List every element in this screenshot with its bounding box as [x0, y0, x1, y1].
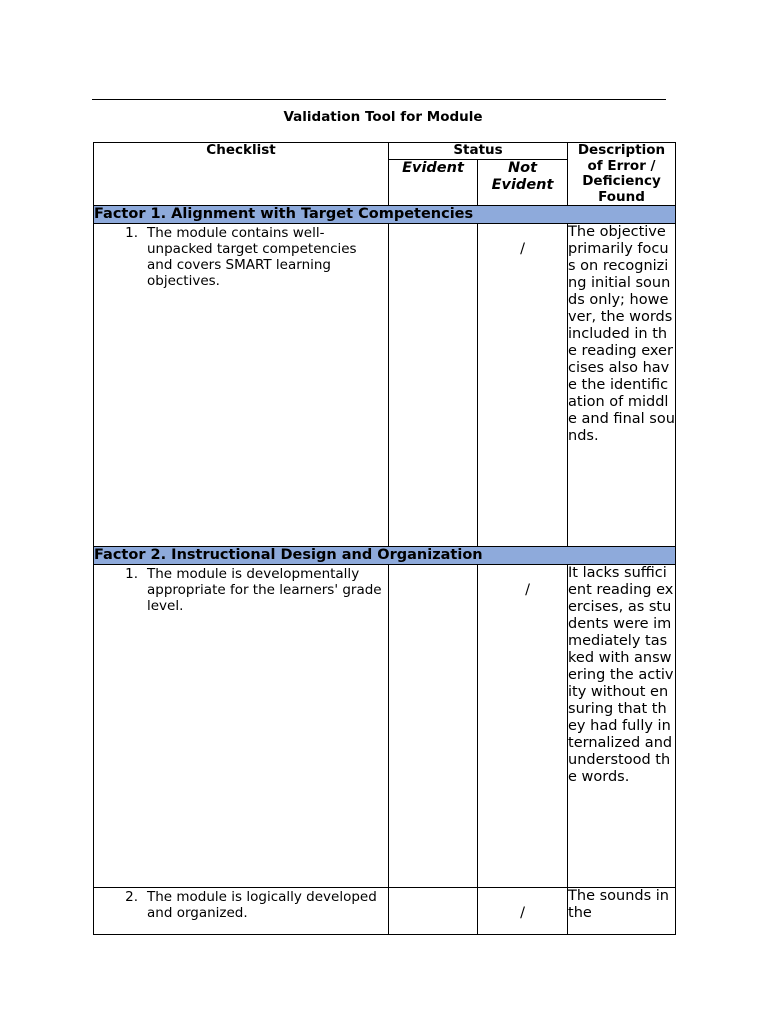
evident-header: Evident: [389, 159, 478, 205]
check-mark: /: [520, 905, 525, 921]
factor-1-heading: Factor 1. Alignment with Target Competencies: [94, 206, 676, 224]
checklist-cell: [94, 565, 389, 888]
not-evident-header: Not Evident: [478, 159, 568, 205]
item-number: 2.: [125, 889, 138, 905]
item-text: The module contains well-unpacked target competencies and covers SMART learning objectives.: [147, 225, 357, 289]
check-mark: /: [520, 241, 525, 257]
validation-table: [93, 142, 676, 935]
item-text: The module is developmentally appropriate for the learners' grade level.: [147, 566, 382, 614]
header-rule: [92, 99, 666, 100]
evident-cell: [389, 224, 478, 547]
not-evident-cell: [478, 888, 568, 935]
description-cell: The sounds in the: [568, 888, 676, 935]
checklist-cell: [94, 224, 389, 547]
description-header: Description of Error / Deficiency Found: [568, 143, 676, 206]
evident-cell: [389, 888, 478, 935]
checklist-header: Checklist: [94, 143, 389, 206]
not-evident-cell: [478, 224, 568, 547]
description-cell: The objective primarily focus on recognizing initial sounds only; however, the words included in the reading exercises also have the identification of middle and final sounds.: [568, 224, 676, 547]
item-number: 1.: [125, 225, 138, 241]
checklist-cell: [94, 888, 389, 935]
item-text: The module is logically developed and organized.: [147, 889, 377, 921]
document-title: Validation Tool for Module: [283, 109, 483, 125]
status-header: Status: [389, 143, 568, 160]
description-cell: It lacks sufficient reading exercises, as students were immediately tasked with answering the activity without ensuring that they had fully internalized and understood the words.: [568, 565, 676, 888]
check-mark: /: [525, 582, 530, 598]
evident-cell: [389, 565, 478, 888]
not-evident-cell: [478, 565, 568, 888]
item-number: 1.: [125, 566, 138, 582]
table-row: [94, 565, 676, 888]
table-row: [94, 888, 676, 935]
factor-2-heading: Factor 2. Instructional Design and Organization: [94, 547, 676, 565]
table-row: [94, 224, 676, 547]
